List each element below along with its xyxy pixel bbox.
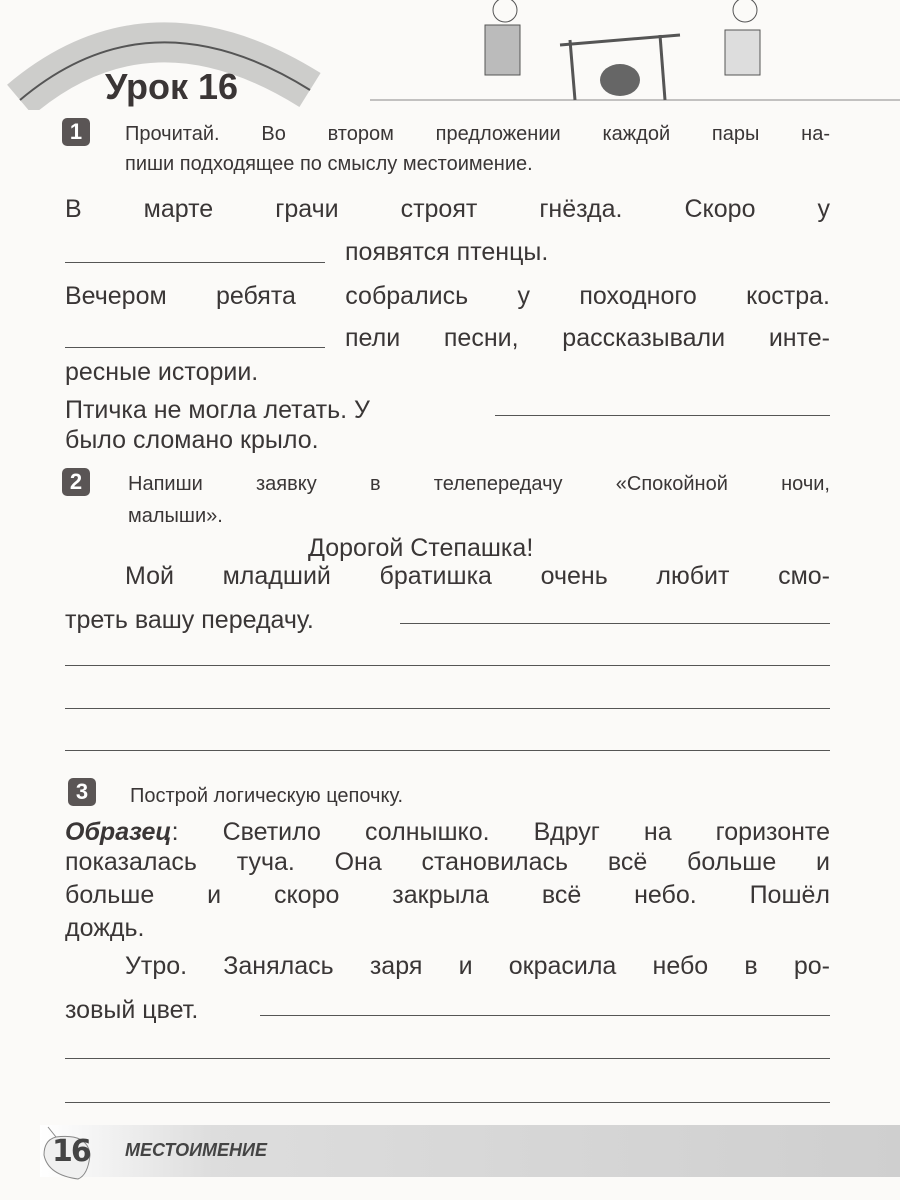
task-number-badge: 2 bbox=[62, 468, 90, 496]
answer-line[interactable] bbox=[400, 623, 830, 624]
story-text: зовый цвет. bbox=[65, 996, 199, 1024]
answer-line[interactable] bbox=[495, 415, 830, 416]
sample-text: : Светило солнышко. Вдруг на горизонте bbox=[171, 818, 830, 846]
task3-instruction: Построй логическую цепочку. bbox=[130, 785, 404, 807]
letter-text: Мой младший братишка очень любит смо- bbox=[125, 562, 830, 590]
answer-line[interactable] bbox=[65, 1102, 830, 1103]
sentence: было сломано крыло. bbox=[65, 426, 319, 454]
answer-line[interactable] bbox=[65, 1058, 830, 1059]
sentence: пели песни, рассказывали инте- bbox=[345, 324, 830, 352]
answer-line[interactable] bbox=[65, 665, 830, 666]
task2-instruction: малыши». bbox=[128, 505, 223, 527]
story-text: Утро. Занялась заря и окрасила небо в ро- bbox=[125, 952, 830, 980]
sample-label: Образец bbox=[65, 818, 172, 846]
sample-line bbox=[65, 816, 830, 848]
sentence: ресные истории. bbox=[65, 358, 259, 386]
sample-text: показалась туча. Она становилась всё больше и bbox=[65, 848, 830, 876]
task1-instruction: пиши подходящее по смыслу местоимение. bbox=[125, 153, 533, 175]
task2-instruction: Напиши заявку в телепередачу «Спокойной ночи, bbox=[128, 473, 830, 495]
answer-line[interactable] bbox=[65, 347, 325, 348]
task1-instruction: Прочитай. Во втором предложении каждой пары на- bbox=[125, 123, 830, 145]
lesson-title: Урок 16 bbox=[105, 66, 239, 107]
section-title: МЕСТОИМЕНИЕ bbox=[125, 1140, 267, 1160]
sample-text: дождь. bbox=[65, 914, 145, 942]
answer-line[interactable] bbox=[65, 708, 830, 709]
task-number-badge: 1 bbox=[62, 118, 90, 146]
task-number-badge: 3 bbox=[68, 778, 96, 806]
answer-line[interactable] bbox=[65, 262, 325, 263]
sentence: В марте грачи строят гнёзда. Скоро у bbox=[65, 195, 830, 223]
answer-line[interactable] bbox=[65, 750, 830, 751]
sample-text: больше и скоро закрыла всё небо. Пошёл bbox=[65, 881, 830, 909]
letter-text: треть вашу передачу. bbox=[65, 606, 314, 634]
letter-greeting: Дорогой Степашка! bbox=[308, 534, 534, 562]
sentence: появятся птенцы. bbox=[345, 238, 549, 266]
page-number: 16 bbox=[52, 1134, 90, 1169]
sentence: Вечером ребята собрались у походного костра. bbox=[65, 282, 830, 310]
answer-line[interactable] bbox=[260, 1015, 830, 1016]
sentence: Птичка не могла летать. У bbox=[65, 396, 370, 424]
